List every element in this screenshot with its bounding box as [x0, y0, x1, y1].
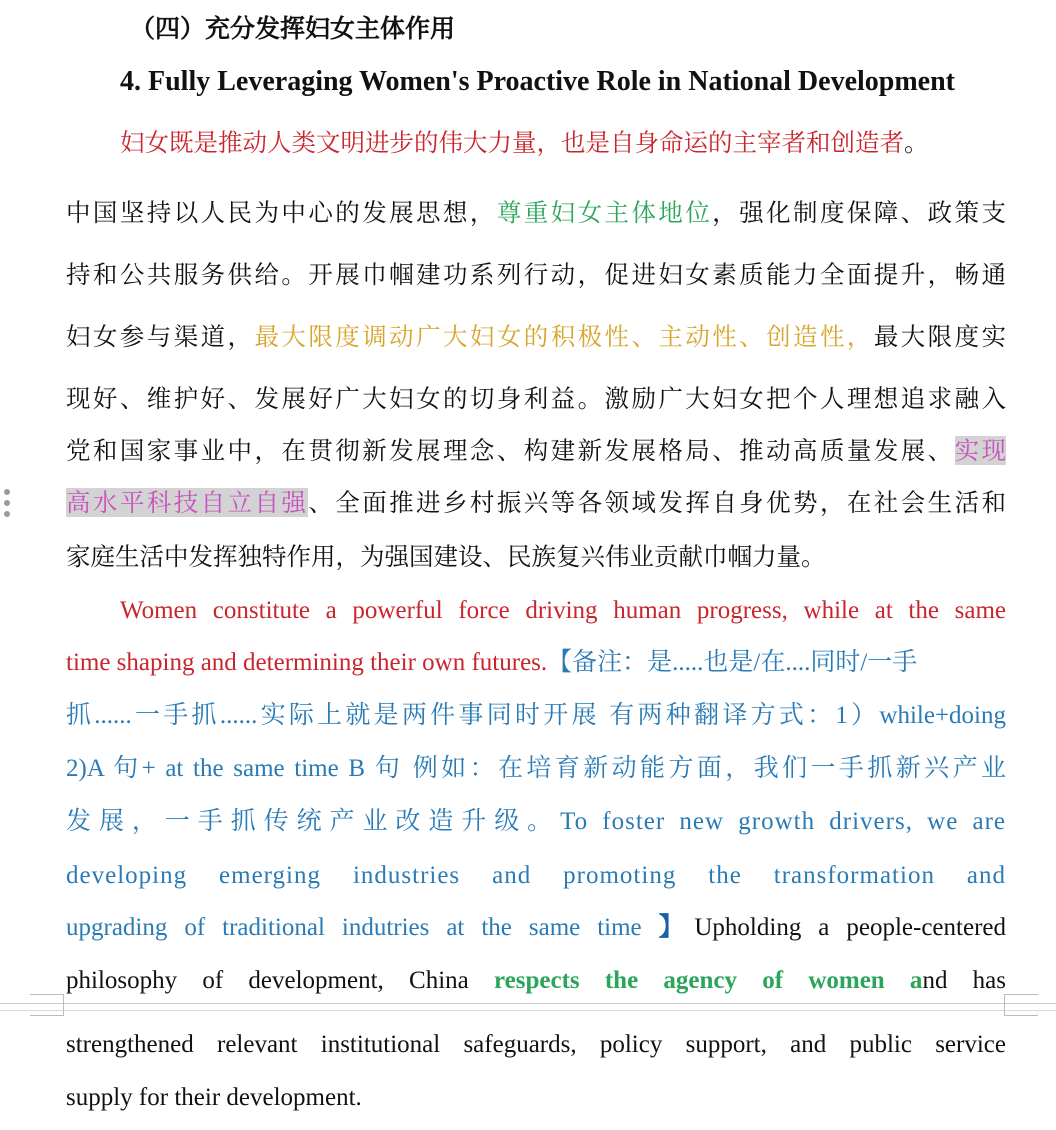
en-text: nd has: [922, 967, 1006, 994]
margin-corner-mark-left: [30, 994, 64, 1016]
translator-note-end: upgrading of traditional indutries at the same time: [66, 914, 659, 941]
zh-text: 党和国家事业中，在贯彻新发展理念、构建新发展格局、推动高质量发展、: [66, 436, 955, 465]
translator-note-start: 【备注：是.....也是/在....同时/一手: [547, 649, 918, 676]
zh-line-5: [66, 431, 1006, 471]
dot-icon: [4, 489, 10, 495]
page-break-separator: [0, 1003, 1056, 1013]
page-break-line: [0, 1003, 1056, 1004]
en-line-10: supply for their development.: [66, 1084, 362, 1111]
zh-line-2: 持和公共服务供给。开展巾帼建功系列行动，促进妇女素质能力全面提升，畅通: [66, 260, 1006, 289]
en-highlight-respect-women: respects the agency of women a: [494, 967, 923, 994]
dot-icon: [4, 500, 10, 506]
zh-highlight-sci-tech: 高水平科技自立自强: [66, 488, 309, 517]
translator-note-line-3: 抓......一手抓......实际上就是两件事同时开展 有两种翻译方式：1）while+doing: [66, 702, 1006, 729]
en-red-text: time shaping and determining their own futures.: [66, 649, 548, 676]
zh-highlight-respect-women: 尊重妇女主体地位: [496, 198, 713, 227]
note-bracket: 】: [658, 914, 695, 941]
translator-note-line-5: 发展，一手抓传统产业改造升级。To foster new growth drivers, we are: [66, 808, 1006, 835]
zh-line-7: 家庭生活中发挥独特作用，为强国建设、民族复兴伟业贡献巾帼力量。: [66, 542, 826, 571]
page-break-line: [0, 1010, 1056, 1011]
zh-text: 最大限度实: [873, 322, 1006, 351]
zh-lead-line: [120, 123, 1006, 163]
zh-text: 中国坚持以人民为中心的发展思想，: [66, 198, 497, 227]
margin-corner-mark-right: [1004, 994, 1038, 1016]
en-line-7: [66, 908, 1006, 948]
zh-line-6: [66, 483, 1006, 523]
dot-icon: [4, 511, 10, 517]
section-heading-zh: （四）充分发挥妇女主体作用: [130, 14, 456, 43]
en-line-2: [66, 643, 1006, 683]
translator-note-line-4: 2)A 句+ at the same time B 句 例如：在培育新动能方面，我们一手抓新兴产业: [66, 755, 1006, 782]
en-text: Upholding a people-centered: [694, 914, 1006, 941]
en-line-9: strengthened relevant institutional safeguards, policy support, and public service: [66, 1031, 1006, 1058]
section-heading-en: 4. Fully Leveraging Women's Proactive Role in National Development: [120, 66, 956, 97]
zh-line-4: 现好、维护好、发展好广大妇女的切身利益。激励广大妇女把个人理想追求融入: [66, 384, 1006, 413]
zh-line-1: [66, 193, 1006, 233]
en-text: philosophy of development, China: [66, 967, 494, 994]
en-line-8: [66, 961, 1006, 1001]
zh-text: 、全面推进乡村振兴等各领域发挥自身优势，在社会生活和: [308, 488, 1006, 517]
zh-line-3: [66, 317, 1006, 357]
more-options-handle[interactable]: [2, 489, 12, 523]
zh-lead-sentence: 妇女既是推动人类文明进步的伟大力量，也是自身命运的主宰者和创造者: [120, 128, 904, 157]
zh-highlight-mobilize-women: 最大限度调动广大妇女的积极性、主动性、创造性，: [254, 322, 874, 351]
en-line-1: Women constitute a powerful force driving human progress, while at the same: [120, 597, 1006, 624]
zh-text: 妇女参与渠道，: [66, 322, 255, 351]
zh-text: ，强化制度保障、政策支: [712, 198, 1006, 227]
zh-lead-period: 。: [904, 128, 929, 157]
zh-highlight-sci-tech-start: 实现: [954, 436, 1006, 465]
translator-note-line-6: developing emerging industries and promoting the transformation and: [66, 862, 1006, 889]
